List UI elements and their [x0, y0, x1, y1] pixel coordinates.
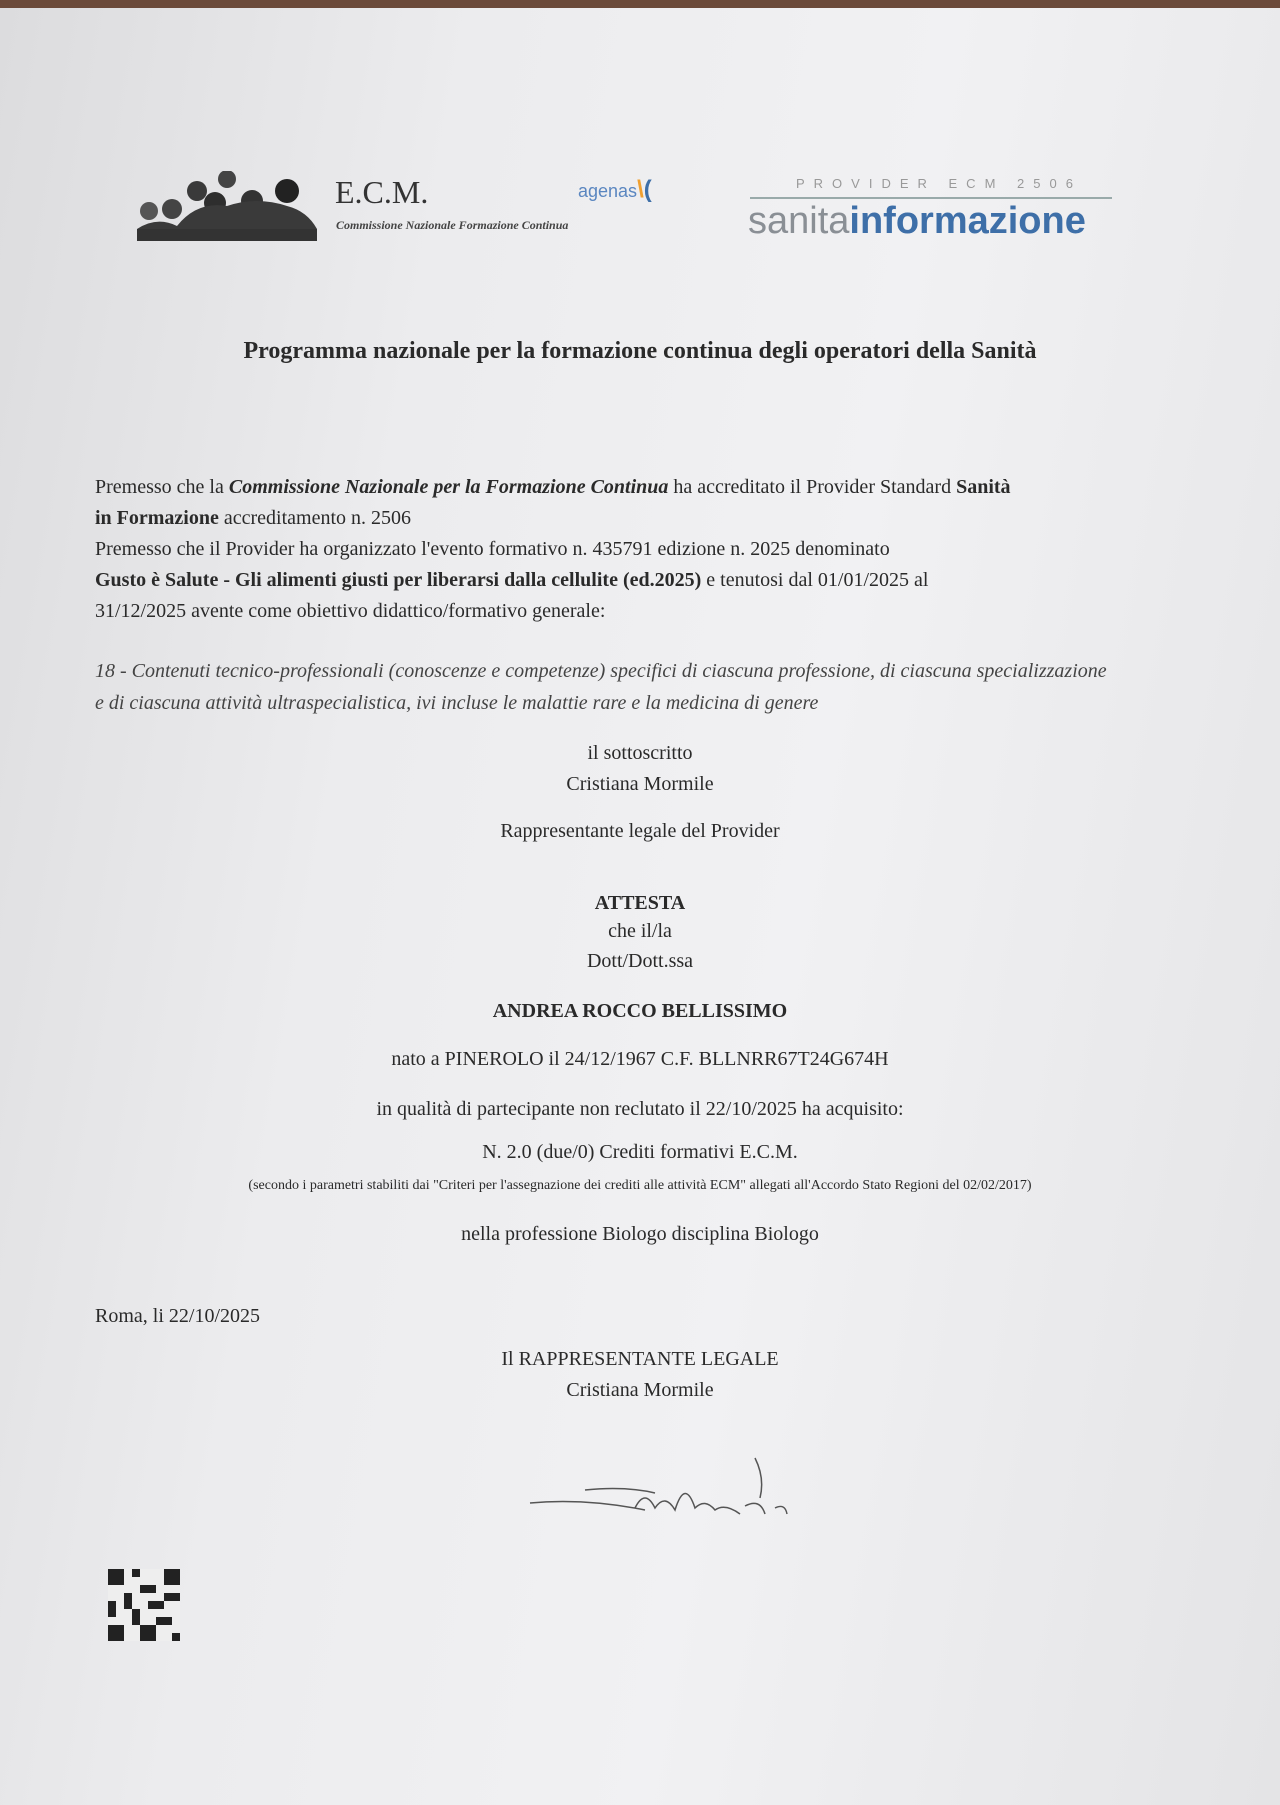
birth-info: nato a PINEROLO il 24/12/1967 C.F. BLLNRR67T24G674H — [391, 1048, 889, 1070]
paragraph-line: Premesso che la Commissione Nazionale per la Formazione Continua ha accreditato il Provider Standard Sanità — [95, 476, 1011, 498]
participant-name: ANDREA ROCCO BELLISSIMO — [492, 1000, 788, 1022]
signature — [525, 1448, 815, 1548]
legal-rep-name: Cristiana Mormile — [566, 1379, 714, 1401]
ecm-title: E.C.M. — [335, 174, 429, 210]
paragraph-line: Premesso che il Provider ha organizzato l'evento formativo n. 435791 edizione n. 2025 denominato — [95, 538, 890, 560]
profession: nella professione Biologo disciplina Biologo — [461, 1223, 819, 1245]
divider — [750, 197, 1112, 199]
place-date: Roma, li 22/10/2025 — [95, 1305, 260, 1327]
signer-name: Cristiana Mormile — [566, 773, 714, 795]
agenas-logo: agenas\( — [578, 176, 652, 203]
attesta-heading: ATTESTA — [594, 892, 686, 914]
page-title: Programma nazionale per la formazione continua degli operatori della Sanità — [243, 338, 1037, 364]
objective-line: 18 - Contenuti tecnico-professionali (conoscenze e competenze) specifici di ciascuna professione, di ciascuna specializzazione — [95, 660, 1107, 682]
legal-rep-label: Il RAPPRESENTANTE LEGALE — [501, 1348, 779, 1370]
provider-label: PROVIDER ECM 2506 — [796, 176, 1082, 191]
credits: N. 2.0 (due/0) Crediti formativi E.C.M. — [482, 1141, 798, 1163]
participation-info: in qualità di partecipante non reclutato il 22/10/2025 ha acquisito: — [376, 1098, 904, 1120]
signer-role: Rappresentante legale del Provider — [500, 820, 780, 842]
criteria-note: (secondo i parametri stabiliti dai "Criteri per l'assegnazione dei crediti alle attività ECM" allegati all'Accordo Stato Regioni del 02/02/2017) — [248, 1178, 1032, 1193]
paragraph-line: in Formazione accreditamento n. 2506 — [95, 507, 412, 529]
ecm-logo-figures — [137, 171, 317, 241]
qr-code — [108, 1569, 180, 1641]
paragraph-line: 31/12/2025 avente come obiettivo didattico/formativo generale: — [95, 600, 606, 622]
sottoscritto: il sottoscritto — [587, 742, 693, 764]
ecm-subtitle: Commissione Nazionale Formazione Continua — [336, 218, 569, 232]
sanita-informazione-logo: sanitainformazione — [748, 200, 1086, 242]
certificate-page — [0, 8, 1280, 1805]
event-title-line: Gusto è Salute - Gli alimenti giusti per liberarsi dalla cellulite (ed.2025) e tenutosi dal 01/01/2025 al — [95, 569, 929, 591]
title-dott: Dott/Dott.ssa — [586, 950, 694, 972]
objective-line: e di ciascuna attività ultraspecialistica, ivi incluse le malattie rare e la medicina di genere — [95, 692, 819, 714]
che-il-la: che il/la — [608, 920, 672, 942]
